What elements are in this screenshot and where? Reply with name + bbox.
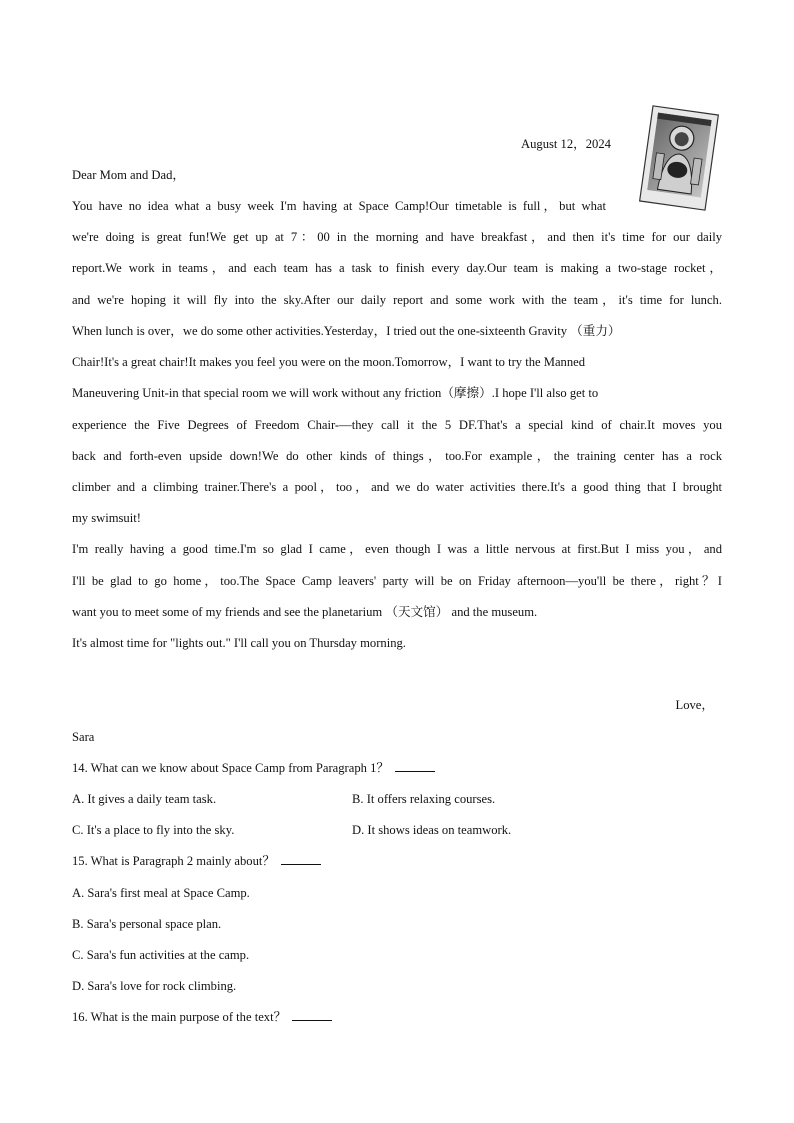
letter-greeting: Dear Mom and Dad， xyxy=(72,168,185,182)
option-a[interactable]: A. It gives a daily team task. xyxy=(72,792,217,806)
option-c[interactable]: C. Sara's fun activities at the camp. xyxy=(72,948,250,962)
question-14 xyxy=(72,760,435,776)
paragraph-line: I'm really having a good time.I'm so glad I came，even though I was a little nervous at first.But I miss you，and xyxy=(72,542,722,556)
question-15 xyxy=(72,853,321,869)
paragraph-line: Maneuvering Unit-in that special room we will work without any friction（摩擦）.I hope I'll also get to xyxy=(72,386,599,400)
option-a[interactable]: A. Sara's first meal at Space Camp. xyxy=(72,886,250,900)
paragraph-line: When lunch is over，we do some other activities.Yesterday，I tried out the one-sixteenth Gravity （重力） xyxy=(72,324,621,338)
letter-closing: Love， xyxy=(675,698,714,712)
question-stem: 16. What is the main purpose of the text？ xyxy=(72,1010,287,1024)
paragraph-line: It's almost time for "lights out." I'll call you on Thursday morning. xyxy=(72,636,406,650)
paragraph-line: experience the Five Degrees of Freedom Chair-—they call it the 5 DF.That's a special kind of chair.It moves you xyxy=(72,418,722,432)
paragraph-line: and we're hoping it will fly into the sky.After our daily report and some work with the team，it's time for lunch. xyxy=(72,293,722,307)
paragraph-line: want you to meet some of my friends and see the planetarium （天文馆） and the museum. xyxy=(72,605,538,619)
option-b[interactable]: B. Sara's personal space plan. xyxy=(72,917,222,931)
option-d[interactable]: D. It shows ideas on teamwork. xyxy=(352,823,512,837)
paragraph-line: report.We work in teams，and each team has a task to finish every day.Our team is making a two-stage rocket， xyxy=(72,261,722,275)
question-16 xyxy=(72,1009,332,1025)
paragraph-line: we're doing is great fun!We get up at 7：00 in the morning and have breakfast，and then it's time for our daily xyxy=(72,230,722,244)
paragraph-line: back and forth-even upside down!We do other kinds of things，too.For example，the training center has a rock xyxy=(72,449,722,463)
question-stem: 14. What can we know about Space Camp from Paragraph 1？ xyxy=(72,761,389,775)
letter-signature: Sara xyxy=(72,730,95,744)
option-b[interactable]: B. It offers relaxing courses. xyxy=(352,792,496,806)
answer-blank[interactable] xyxy=(281,853,321,865)
answer-blank[interactable] xyxy=(395,760,435,772)
option-c[interactable]: C. It's a place to fly into the sky. xyxy=(72,823,235,837)
option-d[interactable]: D. Sara's love for rock climbing. xyxy=(72,979,237,993)
paragraph-line: climber and a climbing trainer.There's a pool，too，and we do water activities there.It's a good thing that I brought xyxy=(72,480,722,494)
astronaut-photo-icon xyxy=(636,104,722,212)
paragraph-line: I'll be glad to go home，too.The Space Camp leavers' party will be on Friday afternoon—you'll be there，right？I xyxy=(72,574,722,588)
answer-blank[interactable] xyxy=(292,1009,332,1021)
letter-date: August 12，2024 xyxy=(521,137,611,151)
paragraph-line: my swimsuit! xyxy=(72,511,141,525)
question-stem: 15. What is Paragraph 2 mainly about？ xyxy=(72,854,275,868)
paragraph-line: You have no idea what a busy week I'm having at Space Camp!Our timetable is full，but what xyxy=(72,199,606,213)
paragraph-line: Chair!It's a great chair!It makes you feel you were on the moon.Tomorrow，I want to try the Manned xyxy=(72,355,586,369)
